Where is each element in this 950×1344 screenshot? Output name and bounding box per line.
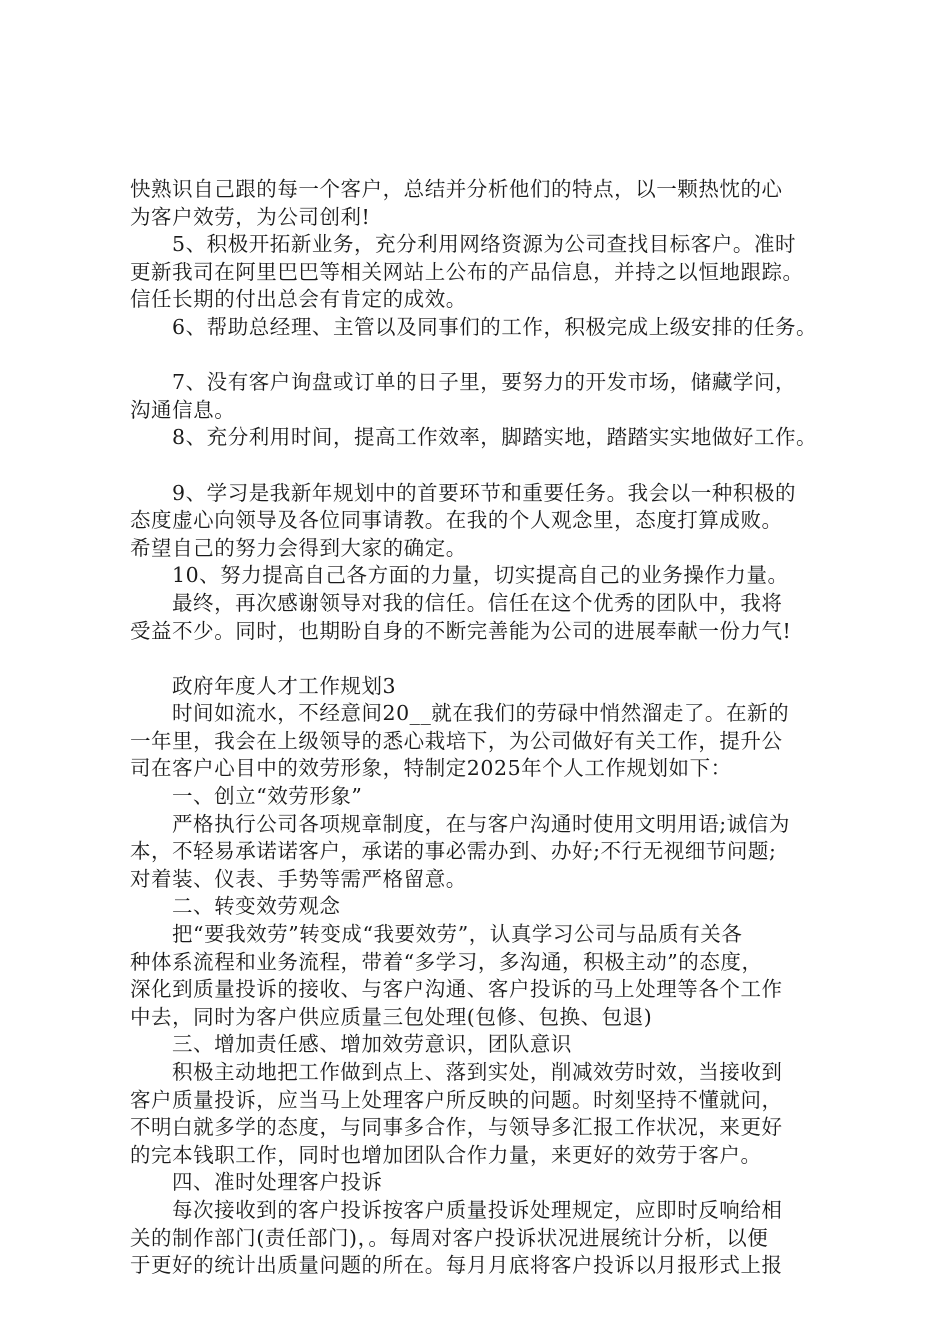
subheading-2: 二、转变效劳观念 (172, 894, 341, 919)
text-line: 更新我司在阿里巴巴等相关网站上公布的产品信息，并持之以恒地跟踪。 (130, 259, 804, 284)
subheading-4: 四、准时处理客户投诉 (172, 1170, 383, 1195)
text-line: 的完本钱职工作，同时也增加团队合作力量，来更好的效劳于客户。 (130, 1142, 762, 1167)
list-item-5: 5、积极开拓新业务，充分利用网络资源为公司查找目标客户。准时 (172, 232, 797, 257)
list-item-8: 8、充分利用时间，提高工作效率，脚踏实地，踏踏实实地做好工作。 (172, 425, 818, 450)
list-item-9: 9、学习是我新年规划中的首要环节和重要任务。我会以一种积极的 (172, 480, 797, 505)
text-line: 中去，同时为客户供应质量三包处理(包修、包换、包退) (130, 1004, 653, 1029)
list-item-7: 7、没有客户询盘或订单的日子里，要努力的开发市场，储藏学问， (172, 370, 797, 395)
text-line: 司在客户心目中的效劳形象，特制定2025年个人工作规划如下： (130, 756, 732, 781)
text-line: 深化到质量投诉的接收、与客户沟通、客户投诉的马上处理等各个工作 (130, 977, 783, 1002)
text-line: 态度虚心向领导及各位同事请教。在我的个人观念里，态度打算成败。 (130, 508, 783, 533)
list-item-10: 10、努力提高自己各方面的力量，切实提高自己的业务操作力量。 (172, 563, 789, 588)
paragraph: 把“要我效劳”转变成“我要效劳”，认真学习公司与品质有关各 (172, 922, 743, 947)
closing-paragraph: 最终，再次感谢领导对我的信任。信任在这个优秀的团队中，我将 (172, 590, 783, 615)
text-line: 快熟识自己跟的每一个客户，总结并分析他们的特点，以一颗热忱的心 (130, 177, 783, 201)
text-line: 关的制作部门(责任部门)，。每周对客户投诉状况进展统计分析，以便 (130, 1225, 769, 1250)
text-line: 为客户效劳，为公司创利! (130, 204, 371, 229)
subheading-1: 一、创立“效劳形象” (172, 784, 363, 809)
text-line: 信任长期的付出总会有肯定的成效。 (130, 287, 467, 312)
text-line: 本，不轻易承诺诺客户，承诺的事必需办到、办好;不行无视细节问题; (130, 839, 777, 864)
list-item-6: 6、帮助总经理、主管以及同事们的工作，积极完成上级安排的任务。 (172, 314, 818, 339)
section-title: 政府年度人才工作规划3 (172, 673, 397, 698)
document-body (130, 176, 850, 1280)
blank-line (130, 342, 850, 370)
text-line: 对着装、仪表、手势等需严格留意。 (130, 866, 467, 891)
text-line: 种体系流程和业务流程，带着“多学习，多沟通，积极主动”的态度， (130, 949, 763, 974)
paragraph: 每次接收到的客户投诉按客户质量投诉处理规定，应即时反响给相 (172, 1197, 783, 1222)
blank-line (130, 452, 850, 480)
subheading-3: 三、增加责任感、增加效劳意识，团队意识 (172, 1032, 572, 1057)
text-line: 希望自己的努力会得到大家的确定。 (130, 535, 467, 560)
text-line: 受益不少。同时，也期盼自身的不断完善能为公司的进展奉献一份力气! (130, 618, 792, 643)
text-line: 沟通信息。 (130, 397, 236, 422)
text-line: 一年里，我会在上级领导的悉心栽培下，为公司做好有关工作，提升公 (130, 728, 783, 753)
text-line: 于更好的统计出质量问题的所在。每月月底将客户投诉以月报形式上报 (130, 1253, 783, 1278)
paragraph: 严格执行公司各项规章制度，在与客户沟通时使用文明用语;诚信为 (172, 811, 790, 836)
paragraph: 积极主动地把工作做到点上、落到实处，削减效劳时效，当接收到 (172, 1060, 783, 1084)
blank-line (130, 645, 850, 673)
paragraph: 时间如流水，不经意间20__就在我们的劳碌中悄然溜走了。在新的 (172, 701, 790, 726)
text-line: 不明白就多学的态度，与同事多合作，与领导多汇报工作状况，来更好 (130, 1115, 783, 1140)
text-line: 客户质量投诉，应当马上处理客户所反映的问题。时刻坚持不懂就问， (130, 1087, 783, 1112)
